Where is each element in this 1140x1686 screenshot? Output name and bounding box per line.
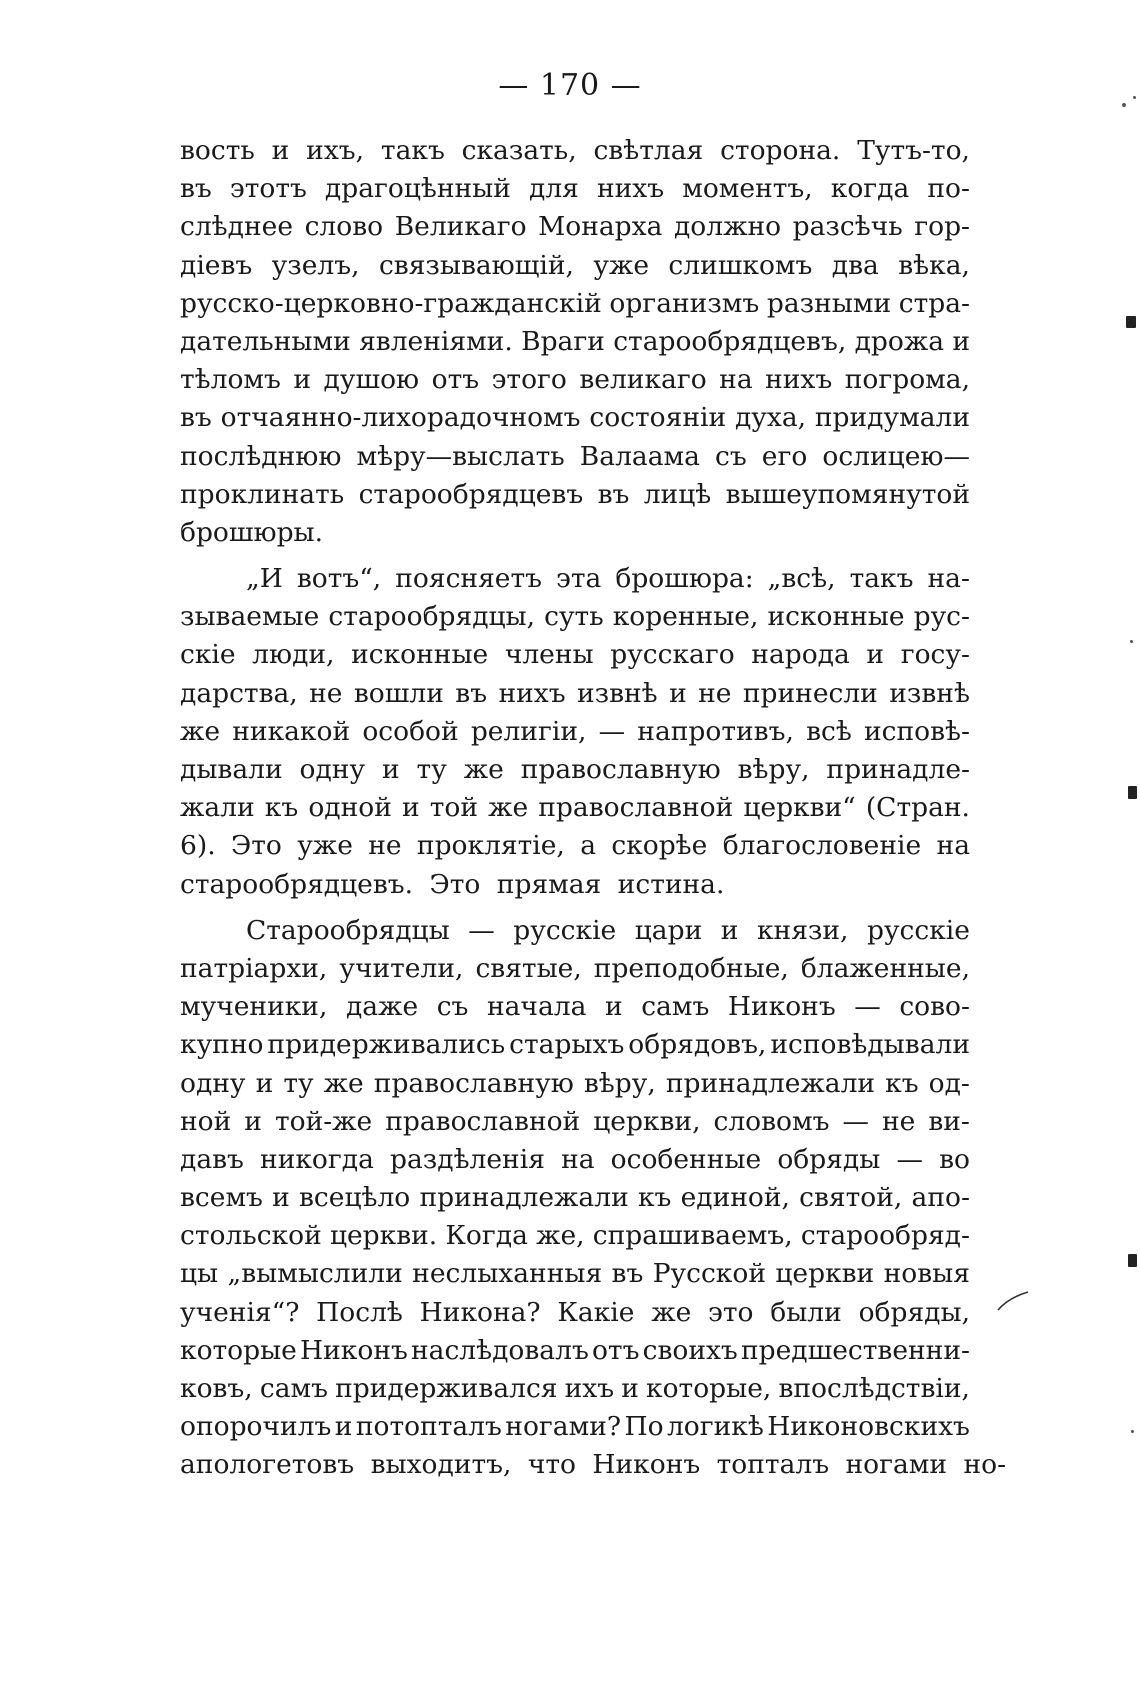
paragraph: [180, 132, 970, 552]
text-line: тѣломъ и душою отъ этого великаго на нихъ погрома,: [180, 364, 970, 396]
text-line: 6). Это уже не проклятіе, а скорѣе благословеніе на: [180, 830, 970, 862]
text-line: купно придерживались старыхъ обрядовъ, исповѣдывали: [180, 1029, 970, 1061]
text-line: въ этотъ драгоцѣнный для нихъ моментъ, когда по-: [180, 173, 970, 205]
margin-mark: [1128, 786, 1137, 799]
text-line: зываемые старообрядцы, суть коренные, исконные рус-: [180, 601, 970, 633]
text-line: ной и той-же православной церкви, словомъ — не ви-: [180, 1105, 970, 1137]
text-line: дательными явленіями. Враги старообрядцевъ, дрожа и: [180, 325, 970, 357]
text-line: слѣднее слово Великаго Монарха должно разсѣчь гор-: [180, 211, 970, 243]
text-line: же никакой особой религіи, — напротивъ, всѣ исповѣ-: [180, 715, 970, 747]
text-line: давъ никогда раздѣленія на особенные обряды — во: [180, 1143, 970, 1175]
scan-speck: [1131, 1430, 1134, 1433]
scan-speck: [1133, 96, 1136, 99]
text-line: проклинать старообрядцевъ въ лицѣ вышеупомянутой: [180, 478, 970, 510]
text-line: жали къ одной и той же православной церкви“ (Стран.: [180, 792, 970, 824]
text-line: опорочилъ и потопталъ ногами? По логикѣ Никоновскихъ: [180, 1411, 970, 1443]
page-number: — 170 —: [498, 68, 642, 103]
text-line: „И вотъ“, поясняетъ эта брошюра: „всѣ, такъ на-: [246, 563, 970, 595]
text-line: діевъ узелъ, связывающій, уже слишкомъ два вѣка,: [180, 249, 970, 281]
pen-stroke: [994, 1288, 1034, 1318]
text-line: старообрядцевъ. Это прямая истина.: [180, 868, 725, 900]
text-line: дарства, не вошли въ нихъ извнѣ и не принесли извнѣ: [180, 677, 970, 709]
scan-speck: [1130, 640, 1133, 643]
scan-speck: [1122, 103, 1126, 107]
text-line: вость и ихъ, такъ сказать, свѣтлая сторона. Тутъ-то,: [180, 135, 970, 166]
text-line: брошюры.: [180, 516, 324, 548]
text-line: мученики, даже съ начала и самъ Никонъ — сово-: [180, 991, 970, 1023]
paragraph: [180, 912, 1007, 1485]
text-line: которые Никонъ наслѣдовалъ отъ своихъ предшественни-: [180, 1334, 970, 1366]
text-line: ученія“? Послѣ Никона? Какіе же это были обряды,: [180, 1296, 970, 1328]
text-line: въ отчаянно-лихорадочномъ состояніи духа, придумали: [180, 402, 970, 434]
text-line: цы „вымыслили неслыханныя въ Русской церкви новыя: [180, 1258, 970, 1290]
paragraph: [180, 560, 970, 904]
text-line: Старообрядцы — русскіе цари и князи, русскіе: [246, 914, 970, 946]
text-line: послѣднюю мѣру—выслать Валаама съ его ослицею—: [180, 440, 970, 472]
text-line: дывали одну и ту же православную вѣру, принадле-: [180, 754, 970, 785]
margin-mark: [1126, 316, 1136, 328]
body-text: [180, 132, 1007, 1493]
text-line: ковъ, самъ придерживался ихъ и которые, впослѣдствіи,: [180, 1373, 970, 1404]
text-line: скіе люди, исконные члены русскаго народа и госу-: [180, 639, 970, 671]
text-line: патріархи, учители, святые, преподобные, блаженные,: [180, 952, 970, 984]
text-line: апологетовъ выходитъ, что Никонъ топталъ ногами но-: [180, 1449, 1007, 1481]
text-line: одну и ту же православную вѣру, принадлежали къ од-: [180, 1067, 970, 1099]
text-line: стольской церкви. Когда же, спрашиваемъ, старообряд-: [180, 1220, 970, 1252]
text-line: русско-церковно-гражданскій организмъ разными стра-: [180, 287, 970, 319]
text-line: всемъ и всецѣло принадлежали къ единой, святой, апо-: [180, 1182, 970, 1214]
margin-mark: [1128, 1254, 1137, 1267]
